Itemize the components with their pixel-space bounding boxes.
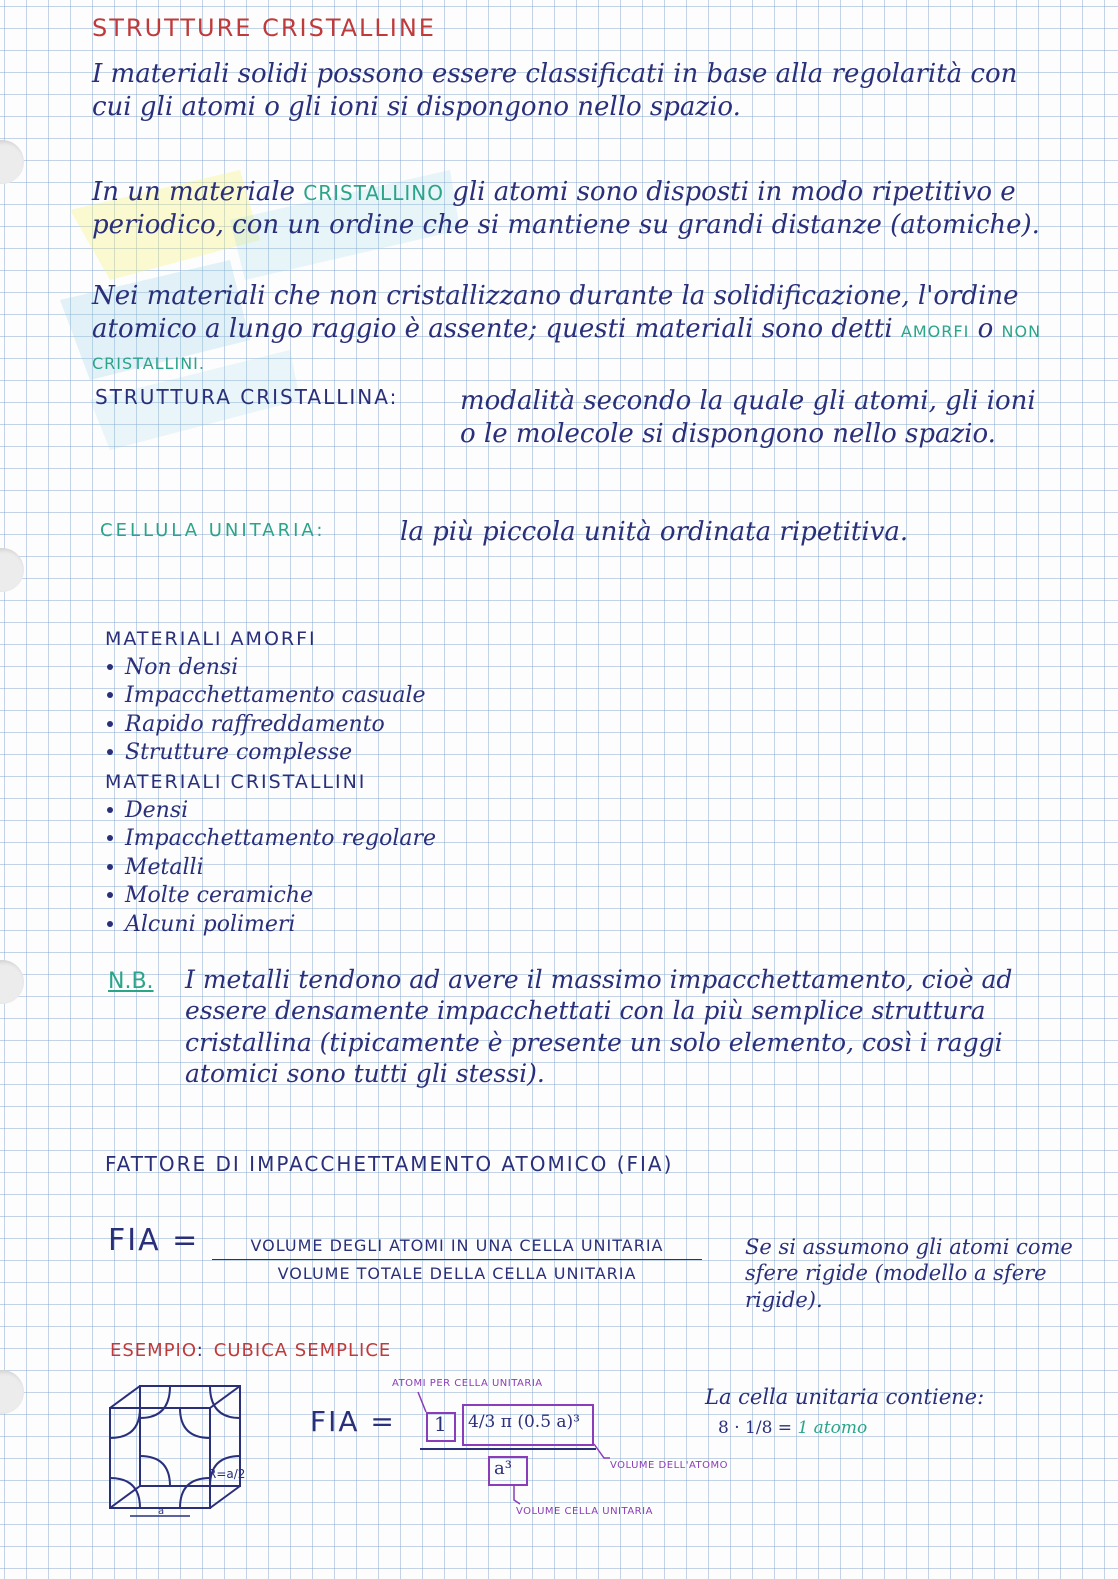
amorphous-mid: o <box>977 313 994 344</box>
list-item: Impacchettamento casuale <box>105 682 665 710</box>
crystalline-list-heading: MATERIALI CRISTALLINI <box>105 770 367 793</box>
structure-definition: modalità secondo la quale gli atomi, gli ioni o le molecole si dispongono nello spazio. <box>460 386 1036 449</box>
fia-numerator: VOLUME DEGLI ATOMI IN UNA CELLA UNITARIA <box>212 1236 702 1260</box>
fia-fraction <box>212 1236 702 1283</box>
annotation-arrows <box>404 1388 624 1508</box>
cube-diagram <box>100 1378 270 1518</box>
cube-radius-label: R=a/2 <box>208 1467 246 1481</box>
example-heading <box>110 1340 391 1361</box>
fia-formula-label: FIA = <box>108 1223 200 1258</box>
example-colon: : <box>196 1340 204 1361</box>
non-crystalline-keyword: NON CRISTALLINI. <box>92 321 1042 373</box>
binder-hole <box>0 140 24 184</box>
page-title: STRUTTURE CRISTALLINE <box>92 14 436 42</box>
cube-side-label: a <box>158 1506 165 1517</box>
list-item: Densi <box>105 797 665 825</box>
cell-contains-text: La cella unitaria contiene: <box>705 1385 985 1409</box>
fia-denominator: VOLUME TOTALE DELLA CELLA UNITARIA <box>277 1264 637 1283</box>
crystalline-text-after: gli atomi sono disposti in modo ripetitivo e periodico, con un ordine che si mantiene su grandi distanze (atomiche). <box>92 177 1040 240</box>
list-item: Strutture complesse <box>105 739 665 767</box>
fia-title: FATTORE DI IMPACCHETTAMENTO ATOMICO (FIA) <box>105 1152 674 1176</box>
intro-paragraph: I materiali solidi possono essere classificati in base alla regolarità con cui gli atomi o gli ioni si dispongono nello spazio. <box>92 59 1018 122</box>
crystalline-keyword: CRISTALLINO <box>303 181 444 205</box>
calc-expression: 8 · 1/8 = <box>718 1418 793 1438</box>
crystalline-text-before: In un materiale <box>92 177 295 207</box>
crystalline-paragraph <box>92 176 1062 241</box>
list-item: Metalli <box>105 854 665 882</box>
hard-sphere-note: Se si assumono gli atomi come sfere rigide (modello a sfere rigide). <box>745 1235 1073 1312</box>
amorphous-keyword: AMORFI <box>900 321 970 341</box>
binder-hole <box>0 960 24 1004</box>
binder-hole <box>0 548 24 592</box>
list-item: Impacchettamento regolare <box>105 825 665 853</box>
list-item: Molte ceramiche <box>105 882 665 910</box>
example-label: ESEMPIO <box>110 1340 197 1361</box>
unit-cell-definition: la più piccola unità ordinata ripetitiva. <box>400 517 909 547</box>
example-fia-label: FIA = <box>310 1405 396 1438</box>
cell-volume-note: VOLUME CELLA UNITARIA <box>516 1506 653 1517</box>
unit-cell-label: CELLULA UNITARIA: <box>100 520 326 541</box>
amorphous-paragraph <box>92 280 1072 378</box>
example-name: CUBICA SEMPLICE <box>213 1340 392 1361</box>
list-item: Rapido raffreddamento <box>105 711 665 739</box>
nb-label: N.B. <box>108 969 154 994</box>
atom-volume: 4/3 π (0.5 a)³ <box>468 1412 580 1432</box>
structure-label: STRUTTURA CRISTALLINA: <box>95 385 399 409</box>
list-item: Alcuni polimeri <box>105 911 665 939</box>
atoms-count: 1 <box>434 1412 447 1436</box>
amorphous-text-before: Nei materiali che non cristallizzano durante la solidificazione, l'ordine atomico a lungo raggio è assente; questi materiali sono detti <box>92 281 1019 344</box>
nb-text: I metalli tendono ad avere il massimo impacchettamento, cioè ad essere densamente impacchettati con la più semplice struttura cristallina (tipicamente è presente un solo elemento, così i raggi atomici sono tutti gli stessi). <box>185 965 1013 1088</box>
cell-volume: a³ <box>494 1458 512 1479</box>
amorphous-list-heading: MATERIALI AMORFI <box>105 628 317 650</box>
list-item: Non densi <box>105 654 665 682</box>
atoms-per-cell-note: ATOMI PER CELLA UNITARIA <box>392 1378 543 1389</box>
calc-result: 1 atomo <box>797 1418 868 1438</box>
materials-lists <box>105 624 665 939</box>
cell-atom-calculation <box>718 1418 867 1438</box>
binder-hole <box>0 1370 24 1414</box>
atom-volume-note: VOLUME DELL'ATOMO <box>610 1460 729 1471</box>
